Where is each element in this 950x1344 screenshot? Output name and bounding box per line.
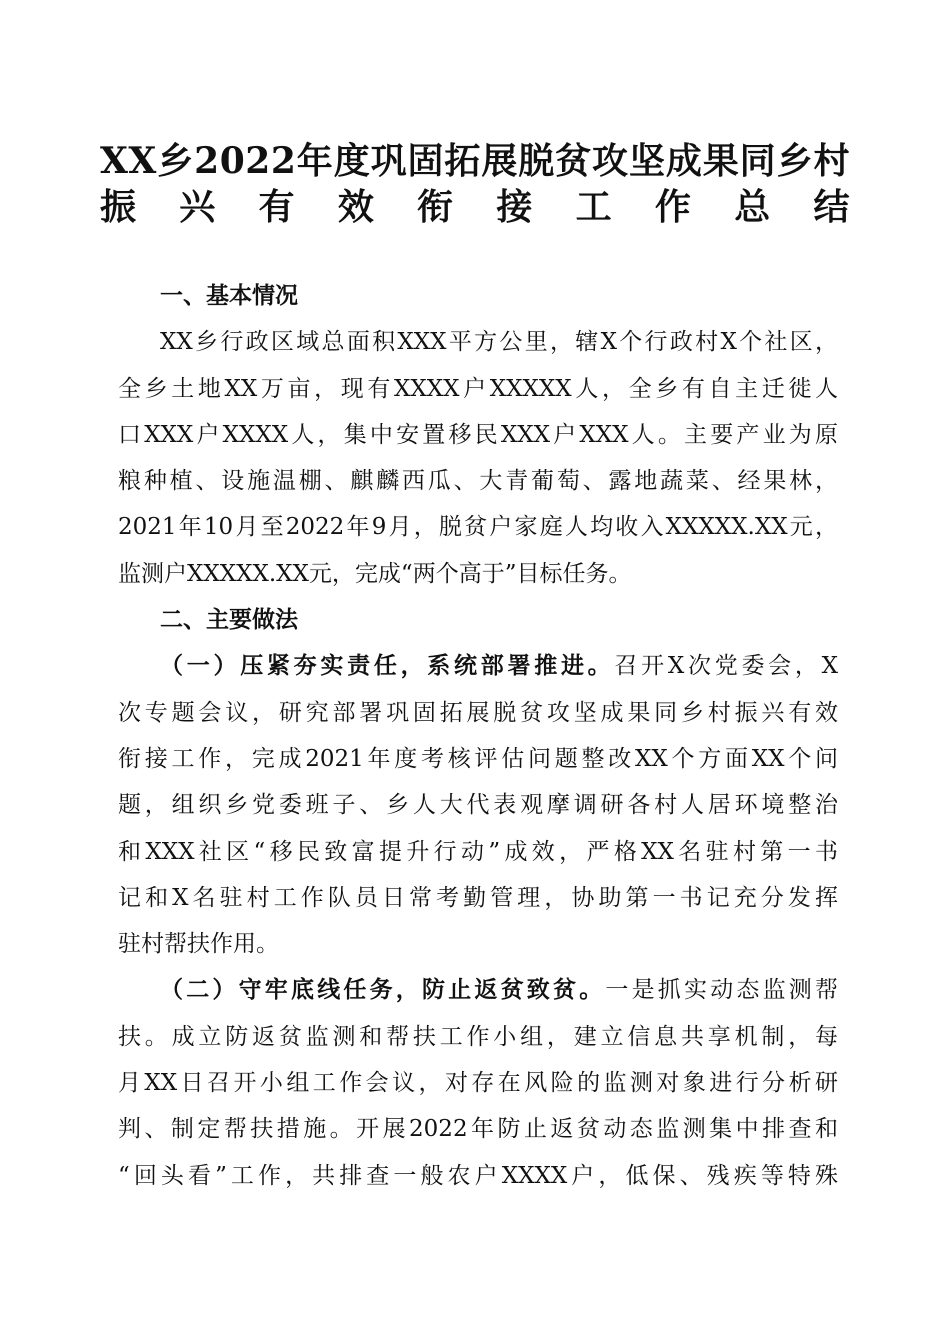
title-line-1: XX乡2022年度巩固拓展脱贫攻坚成果同乡村 <box>100 140 850 182</box>
paragraph-line: XX乡行政区域总面积XXX平方公里，辖X个行政村X个社区， <box>160 329 838 356</box>
paragraph-line: 全乡土地XX万亩，现有XXXX户XXXXX人，全乡有自主迁徙人 <box>118 375 838 402</box>
paragraph-line: 扶。成立防返贫监测和帮扶工作小组，建立信息共享机制，每 <box>118 1023 838 1050</box>
paragraph-first-line <box>118 643 838 689</box>
paragraph-line: “回头看”工作，共排查一般农户XXXX户，低保、残疾等特殊 <box>118 1162 838 1189</box>
paragraph-line: 次专题会议，研究部署巩固拓展脱贫攻坚成果同乡村振兴有效 <box>118 699 838 726</box>
document-title <box>100 135 850 228</box>
document-body <box>118 273 838 1199</box>
section-heading-basic-info: 一、基本情况 <box>160 283 298 309</box>
paragraph-line: 和XXX社区“移民致富提升行动”成效，严格XX名驻村第一书 <box>118 838 838 865</box>
paragraph-line: 月XX日召开小组工作会议，对存在风险的监测对象进行分析研 <box>118 1070 838 1097</box>
paragraph-line: 题，组织乡党委班子、乡人大代表观摩调研各村人居环境整治 <box>118 792 838 819</box>
paragraph-line: 口XXX户XXXX人，集中安置移民XXX户XXX人。主要产业为原 <box>118 421 838 448</box>
paragraph-line: 判、制定帮扶措施。开展2022年防止返贫动态监测集中排查和 <box>118 1116 838 1143</box>
paragraph-line: 粮种植、设施温棚、麒麟西瓜、大青葡萄、露地蔬菜、经果林， <box>118 468 838 495</box>
paragraph-line: 驻村帮扶作用。 <box>118 931 279 958</box>
paragraph-text: 召开X次党委会，X <box>614 653 839 680</box>
title-line-2: 振兴有效衔接工作总结 <box>100 186 850 229</box>
paragraph-line: 衔接工作，完成2021年度考核评估问题整改XX个方面XX个问 <box>118 745 838 772</box>
paragraph-line: 记和X名驻村工作队员日常考勤管理，协助第一书记充分发挥 <box>118 884 838 911</box>
paragraph-lead: （一）压紧夯实责任，系统部署推进。 <box>160 652 615 680</box>
paragraph-lead: （二）守牢底线任务，防止返贫致贫。 <box>160 976 606 1004</box>
section-heading-main-practices: 二、主要做法 <box>160 607 298 634</box>
paragraph-text: 一是抓实动态监测帮 <box>605 977 839 1004</box>
paragraph-first-line <box>118 967 838 1013</box>
paragraph-line: 监测户XXXXX.XX元，完成“两个高于”目标任务。 <box>118 560 632 587</box>
paragraph-line: 2021年10月至2022年9月，脱贫户家庭人均收入XXXXX.XX元， <box>118 514 838 541</box>
